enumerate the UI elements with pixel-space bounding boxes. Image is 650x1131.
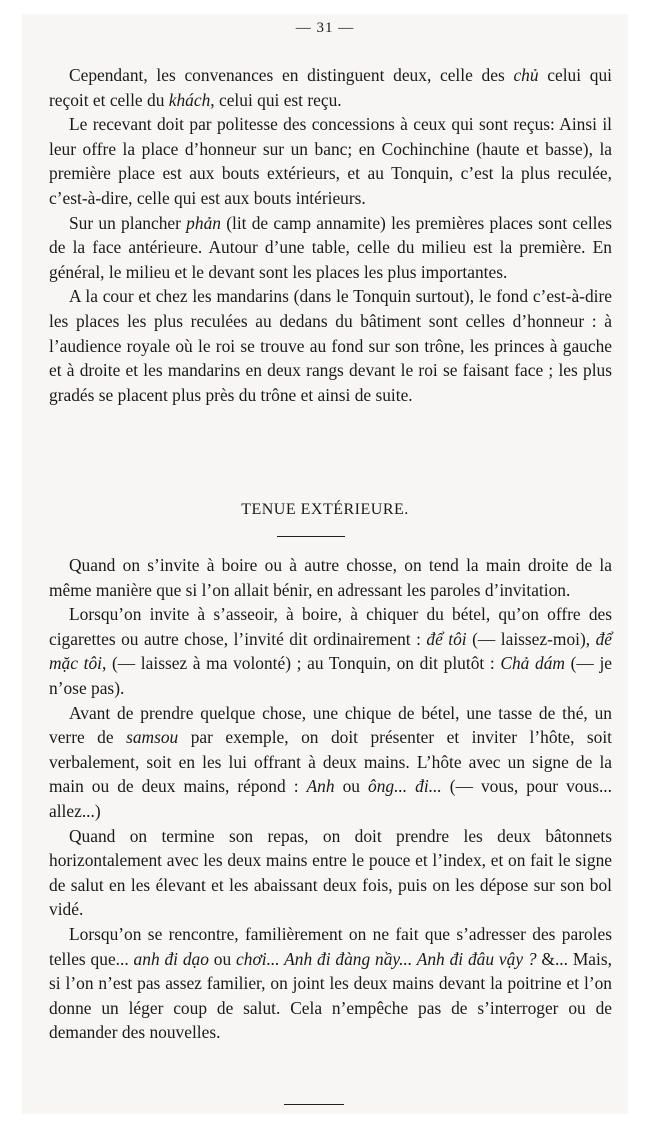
paragraph-4: A la cour et chez les mandarins (dans le Tonquin surtout), le fond c’est-à-dire les places les plus reculées au dedans du bâtiment sont celles d’honneur : à l’audience royale où le roi se trouve au fond sur son trône, les princes à gauche et à droite et les mandarins en deux rangs devant le roi se faisant face ; les plus gradés se placent plus près du trône et ainsi de suite. [49, 286, 612, 405]
paragraph-8: Quand on termine son repas, on doit prendre les deux bâtonnets horizontalement avec les deux mains entre le pouce et l’index, et on fait le signe de salut en les élevant et les abaissant deux fois, puis on les dépose sur son bol vidé. [49, 825, 612, 920]
page-number: — 31 — [295, 20, 355, 36]
section-2-body [49, 553, 612, 1045]
paragraph-3: Sur un plancher phản (lit de camp annamite) les premières places sont celles de la face antérieure. Autour d’une table, celle du milieu est la première. En général, le milieu et le devant sont les places les plus importantes. [49, 212, 612, 282]
book-page [22, 14, 628, 1114]
footer-divider [284, 1104, 344, 1105]
section-heading: TENUE EXTÉRIEURE. [241, 501, 409, 518]
paragraph-6: Lorsqu’on invite à s’asseoir, à boire, à chiquer du bétel, qu’on offre des cigarettes ou autre chose, l’invité dit ordinairement : để tôi (— laissez-moi), để mặc tôi, (— laissez à ma volonté) ; au Tonquin, on dit plutôt : Chả dám (— je n’ose pas). [49, 604, 612, 698]
heading-divider [277, 536, 345, 537]
paragraph-1: Cependant, les convenances en distinguent deux, celle des chủ celui qui reçoit et celle du khách, celui qui est reçu. [49, 65, 613, 110]
paragraph-5: Quand on s’invite à boire ou à autre chosse, on tend la main droite de la même manière que si l’on allait bénir, en adressant les paroles d’invitation. [49, 555, 612, 600]
paragraph-9: Lorsqu’on se rencontre, familièrement on ne fait que s’adresser des paroles telles que... anh đi dạo ou chơi... Anh đi đàng nầy... Anh đi đâu vậy ? &... Mais, si l’on n’est pas assez familier, on joint les deux mains devant la poitrine et l’on donne un léger coup de salut. Cela n’empêche pas de s’interroger ou de demander des nouvelles. [49, 923, 612, 1043]
paragraph-7: Avant de prendre quelque chose, une chique de bétel, une tasse de thé, un verre de samsou par exemple, on doit présenter et inviter l’hôte, soit verbalement, soit en les lui offrant à deux mains. L’hôte avec un signe de la main ou de deux mains, répond : Anh ou ông... đi... (— vous, pour vous... allez...) [49, 702, 613, 821]
section-1-body [49, 63, 612, 407]
paragraph-2: Le recevant doit par politesse des concessions à ceux qui sont reçus: Ainsi il leur offre la place d’honneur sur un banc; en Cochinchine (haute et basse), la première place est aux bouts extérieurs, et au Tonquin, c’est la plus reculée, c’est-à-dire, celle qui est aux bouts intérieurs. [49, 114, 612, 208]
